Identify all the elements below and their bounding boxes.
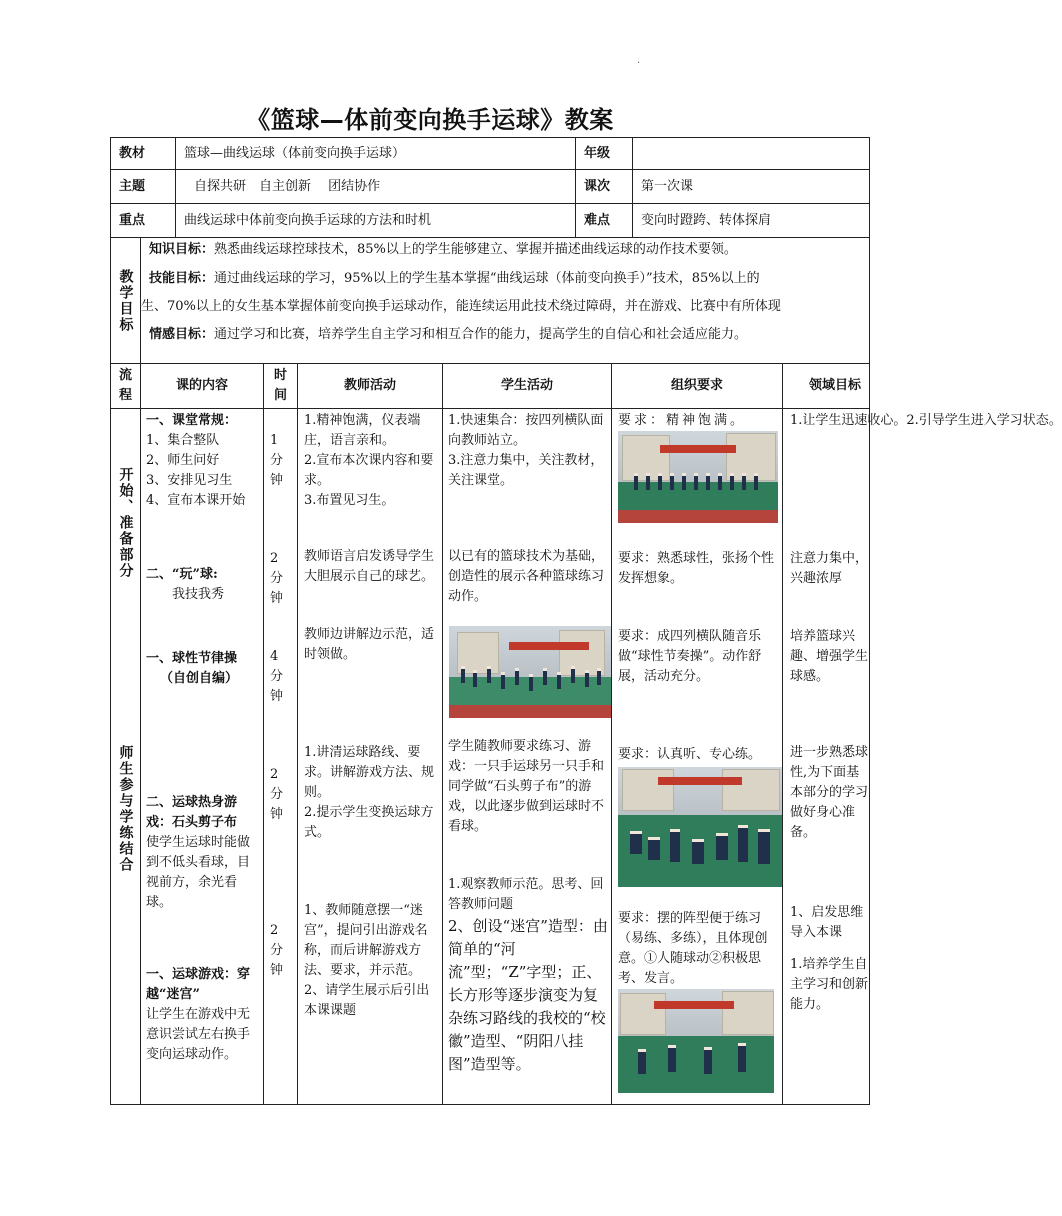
time-4: 2分钟 bbox=[270, 767, 284, 822]
org-game-photo bbox=[618, 767, 782, 887]
col-content: 课的内容 bbox=[140, 363, 264, 409]
teacher-5-item-1: 1、教师随意摆一“迷宫”，提问引出游戏名称，而后讲解游戏方法、要求，并示范。 bbox=[304, 903, 428, 978]
teacher-block-3: 教师边讲解边示范，适时领做。 bbox=[304, 627, 435, 662]
org-block-2: 要求：熟悉球性，张扬个性 发挥想象。 bbox=[618, 551, 775, 586]
theme-value: 自探共研 自主创新 团结协作 bbox=[175, 169, 576, 204]
content-4-body: 使学生运球时能做到不低头看球，目视前方，余光看球。 bbox=[146, 835, 251, 910]
student-5-item-2: 2、创设“迷宫”造型：由简单的“河流”型；“Z”字型；正、长方形等逐步演变为复杂练习路线的我校的“校徽”造型、“阴阳八挂图”造型等。 bbox=[448, 917, 608, 1073]
col-student: 学生活动 bbox=[442, 363, 612, 409]
time-1: 1分钟 bbox=[270, 433, 284, 488]
page-title: 《篮球—体前变向换手运球》教案 bbox=[246, 106, 614, 134]
org-assembly-photo bbox=[618, 431, 778, 523]
col-process: 流程 bbox=[110, 363, 141, 409]
teacher-block-5 bbox=[304, 901, 438, 1021]
student-block-4: 学生随教师要求练习、游戏：一只手运球另一只手和同学做“石头剪子布”的游戏，以此逐步做到运球时不看球。 bbox=[448, 739, 605, 834]
content-block-2 bbox=[146, 565, 262, 605]
time-2: 2分钟 bbox=[270, 551, 284, 606]
org-block-5: 要求：摆的阵型便于练习（易练、多练），且体现创意。①人随球动②积极思考、发言。 bbox=[618, 911, 768, 986]
difficulty-value: 变向时蹬跨、转体探肩 bbox=[632, 203, 870, 238]
goals-label-cell bbox=[110, 237, 141, 364]
content-5-heading: 一、运球游戏：穿越“迷宫” bbox=[146, 967, 251, 1002]
skill-goal-label: 技能目标： bbox=[149, 271, 215, 286]
student-block-5 bbox=[448, 875, 608, 1076]
teacher-block-2: 教师语言启发诱导学生大胆展示自己的球艺。 bbox=[304, 549, 435, 584]
skill-goal-text: 通过曲线运球的学习，95%以上的学生基本掌握“曲线运球（体前变向换手）”技术，85%以上的 bbox=[214, 271, 760, 286]
student-5-item-1: 1.观察教师示范。思考、回答教师问题 bbox=[448, 877, 604, 912]
skill-goal-text-2: 生、70%以上的女生基本掌握体前变向换手运球动作，能连续运用此技术绕过障碍，并在游戏、比赛中有所体现 bbox=[141, 299, 781, 314]
teacher-1-item-2: 2.宣布本次课内容和要求。 bbox=[304, 453, 434, 488]
emotion-goal-label: 情感目标： bbox=[149, 327, 215, 342]
student-1-item-2: 3.注意力集中，关注教材，关注课堂。 bbox=[448, 453, 604, 488]
col-org: 组织要求 bbox=[611, 363, 783, 409]
teacher-4-item-1: 1.讲清运球路线、要求。讲解游戏方法、规则。 bbox=[304, 745, 435, 800]
grade-value bbox=[632, 137, 870, 170]
content-1-item-4: 4、宣布本课开始 bbox=[146, 493, 246, 508]
col-time: 时间 bbox=[263, 363, 298, 409]
content-5-body: 让学生在游戏中无意识尝试左右换手变向运球动作。 bbox=[146, 1007, 251, 1062]
domain-5-item-2: 1.培养学生自主学习和创新能力。 bbox=[790, 957, 869, 1012]
content-block-3 bbox=[146, 649, 262, 689]
content-1-item-1: 1、集合整队 bbox=[146, 433, 220, 448]
teacher-4-item-2: 2.提示学生变换运球方式。 bbox=[304, 805, 434, 840]
content-2-sub: 我技我秀 bbox=[172, 587, 225, 602]
goals-label: 教学目标 bbox=[117, 268, 134, 333]
textbook-value: 篮球—曲线运球（体前变向换手运球） bbox=[175, 137, 576, 170]
lesson-plan-table bbox=[110, 137, 1062, 1105]
domain-5-item-1: 1、启发思维导入本课 bbox=[790, 905, 864, 940]
theme-label: 主题 bbox=[110, 169, 176, 204]
time-5: 2分钟 bbox=[270, 923, 284, 978]
domain-block-2: 注意力集中，兴趣浓厚 bbox=[790, 551, 869, 586]
process-column bbox=[110, 408, 141, 1105]
teacher-1-item-1: 1.精神饱满，仪表端庄，语言亲和。 bbox=[304, 413, 421, 448]
domain-block-1: 1.让学生迅速收心。2.引导学生进入学习状态。 bbox=[790, 413, 1062, 428]
phase-start: 开始、准备部分 bbox=[117, 467, 134, 579]
lesson-label: 课次 bbox=[575, 169, 633, 204]
textbook-label: 教材 bbox=[110, 137, 176, 170]
teacher-block-1 bbox=[304, 411, 438, 511]
col-domain: 领域目标 bbox=[782, 363, 870, 409]
content-1-item-3: 3、安排见习生 bbox=[146, 473, 233, 488]
emotion-goal-text: 通过学习和比赛，培养学生自主学习和相互合作的能力，提高学生的自信心和社会适应能力。 bbox=[214, 327, 748, 342]
time-column bbox=[263, 408, 298, 1105]
domain-block-3: 培养篮球兴趣、增强学生球感。 bbox=[790, 629, 869, 684]
goals-content bbox=[140, 237, 870, 364]
org-block-4: 要求：认真听、专心练。 bbox=[618, 747, 762, 762]
content-3-sub: （自创自编） bbox=[160, 671, 239, 686]
knowledge-goal-label: 知识目标： bbox=[149, 242, 215, 257]
difficulty-label: 难点 bbox=[575, 203, 633, 238]
student-rhythm-photo bbox=[449, 626, 611, 718]
org-block-3: 要求：成四列横队随音乐做“球性节奏操”。动作舒展，活动充分。 bbox=[618, 629, 762, 684]
page-dot: · bbox=[637, 58, 641, 69]
grade-label: 年级 bbox=[575, 137, 633, 170]
content-block-4 bbox=[146, 793, 262, 913]
content-1-heading: 一、课堂常规： bbox=[146, 413, 238, 428]
teacher-1-item-3: 3.布置见习生。 bbox=[304, 493, 395, 508]
knowledge-goal-text: 熟悉曲线运球控球技术，85%以上的学生能够建立、掌握并描述曲线运球的动作技术要领。 bbox=[214, 242, 737, 257]
student-1-item-1: 1.快速集合：按四列横队面向教师站立。 bbox=[448, 413, 604, 448]
content-3-heading: 一、球性节律操 bbox=[146, 651, 238, 666]
domain-block-5 bbox=[790, 903, 872, 1015]
content-4-heading: 二、运球热身游戏：石头剪子布 bbox=[146, 795, 238, 830]
col-teacher: 教师活动 bbox=[297, 363, 443, 409]
org-maze-photo bbox=[618, 989, 774, 1093]
content-1-item-2: 2、师生问好 bbox=[146, 453, 220, 468]
focus-value: 曲线运球中体前变向换手运球的方法和时机 bbox=[175, 203, 576, 238]
phase-main: 师生参与学练结合 bbox=[117, 745, 134, 873]
teacher-5-item-2: 2、请学生展示后引出本课课题 bbox=[304, 983, 430, 1018]
org-block-1: 要求：精神饱满。 bbox=[618, 413, 747, 428]
content-block-1 bbox=[146, 411, 262, 511]
teacher-block-4 bbox=[304, 743, 438, 843]
focus-label: 重点 bbox=[110, 203, 176, 238]
domain-block-4: 进一步熟悉球性,为下面基本部分的学习做好身心准备。 bbox=[790, 745, 869, 840]
content-block-5 bbox=[146, 965, 262, 1065]
time-3: 4分钟 bbox=[270, 649, 284, 704]
content-2-heading: 二、“玩”球: bbox=[146, 567, 218, 582]
student-block-2: 以已有的篮球技术为基础，创造性的展示各种篮球练习动作。 bbox=[448, 549, 605, 604]
lesson-value: 第一次课 bbox=[632, 169, 870, 204]
student-block-1 bbox=[448, 411, 608, 491]
